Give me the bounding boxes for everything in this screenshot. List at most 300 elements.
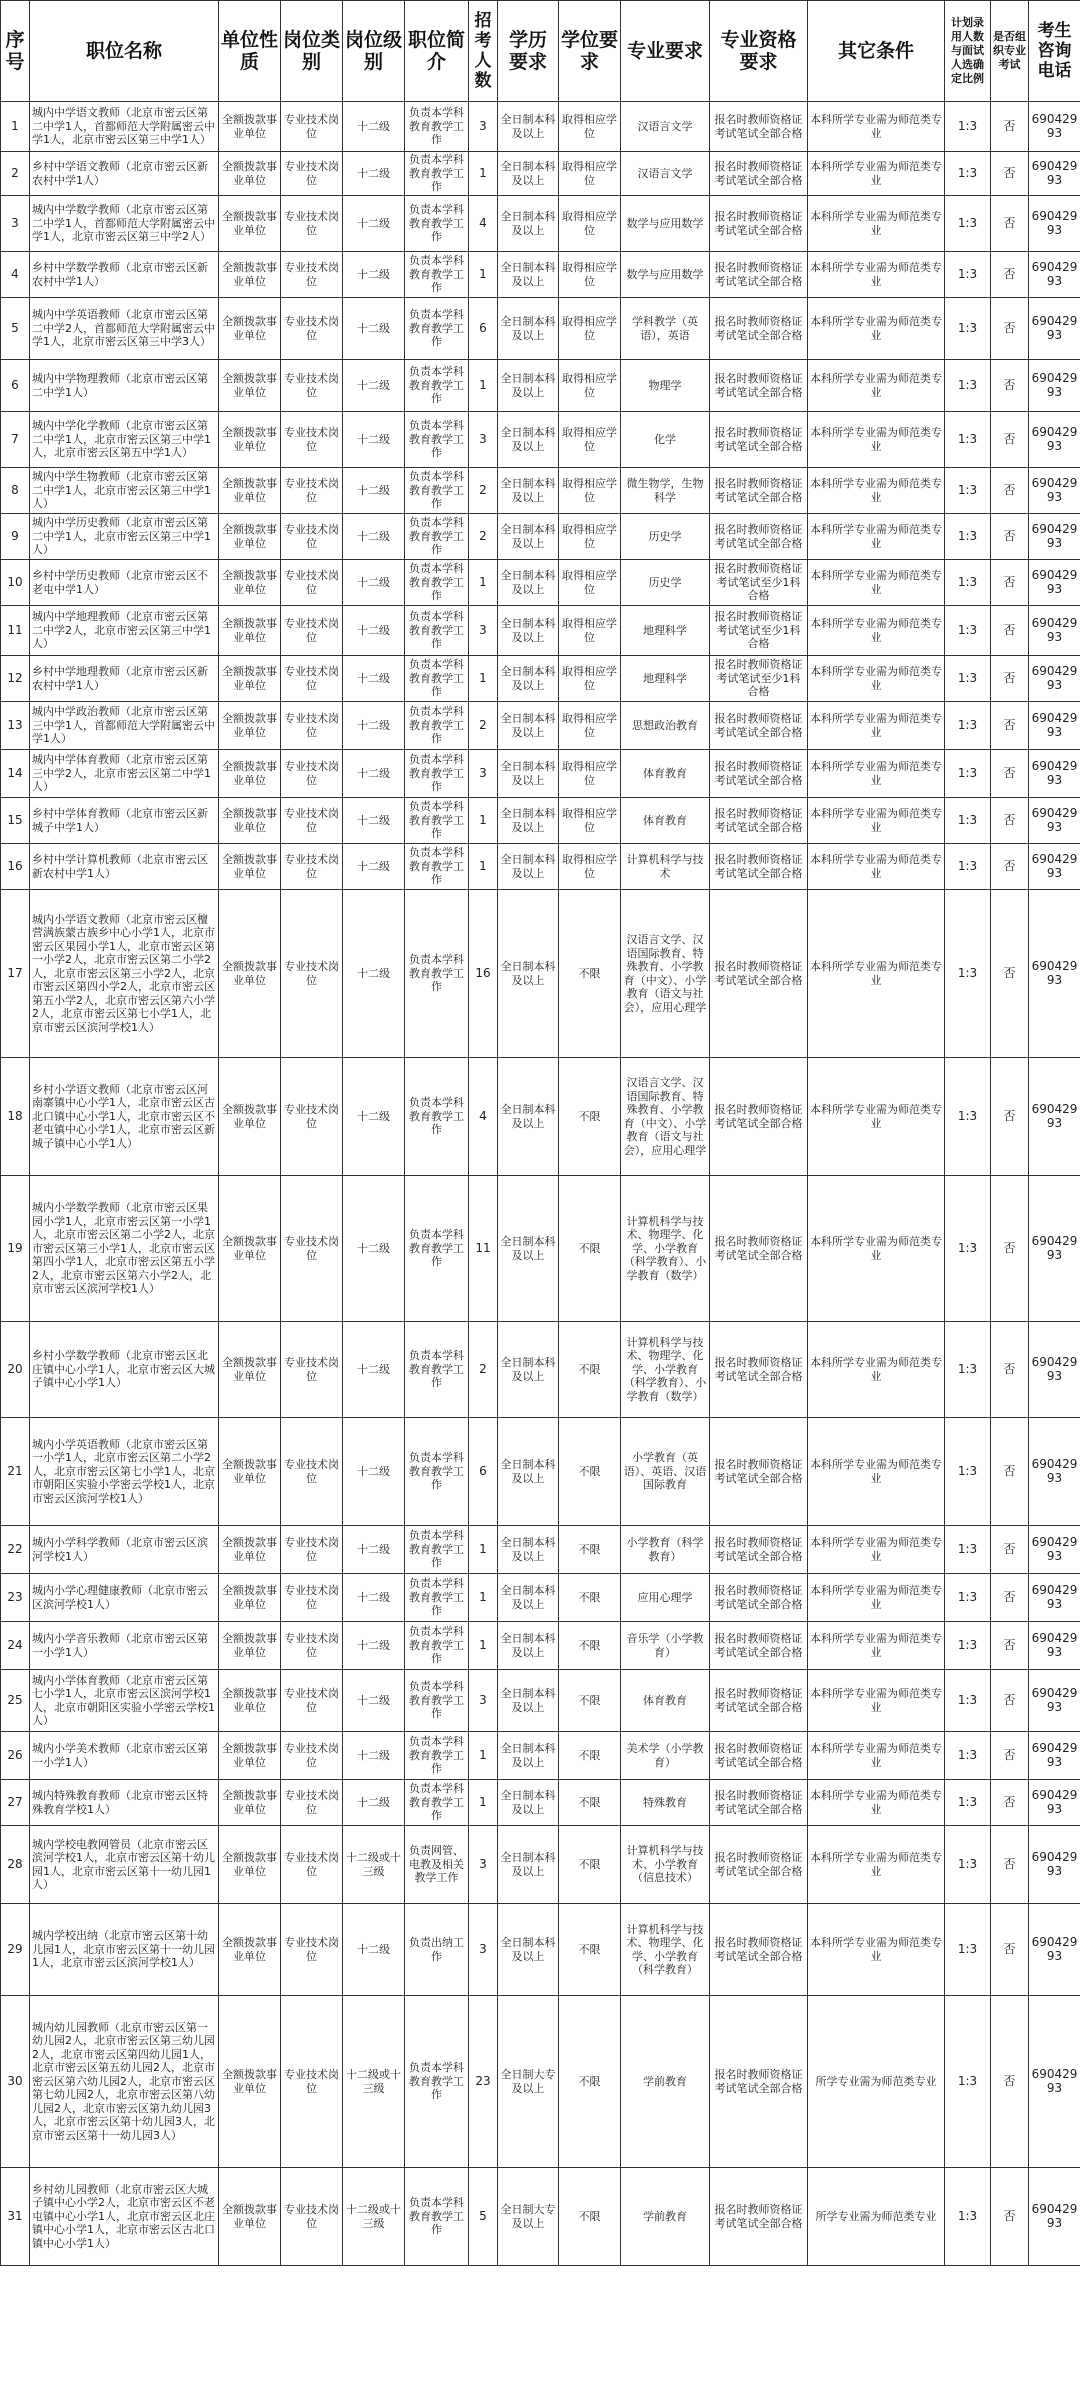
interview-ratio-cell: 1:3: [945, 102, 991, 152]
major-cell: 计算机科学与技术、小学教育（信息技术）: [621, 1826, 710, 1904]
unit-nature-cell: 全额拨款事业单位: [219, 702, 281, 750]
unit-nature-cell: 全额拨款事业单位: [219, 252, 281, 298]
unit-nature-cell: 全额拨款事业单位: [219, 750, 281, 798]
education-cell: 全日制本科及以上: [498, 1058, 559, 1176]
post-level-cell: 十二级或十三级: [343, 1826, 405, 1904]
position-name-cell: 城内中学物理教师（北京市密云区第二中学1人）: [30, 360, 219, 412]
education-cell: 全日制本科及以上: [498, 102, 559, 152]
degree-cell: 取得相应学位: [559, 360, 621, 412]
post-category-cell: 专业技术岗位: [281, 890, 343, 1058]
interview-ratio-cell: 1:3: [945, 1526, 991, 1574]
degree-cell: 取得相应学位: [559, 750, 621, 798]
other-conditions-cell: 本科所学专业需为师范类专业: [808, 750, 945, 798]
qualification-cell: 报名时教师资格证考试笔试全部合格: [710, 102, 808, 152]
position-summary-cell: 负责本学科教育教学工作: [405, 1670, 469, 1732]
degree-cell: 不限: [559, 1526, 621, 1574]
education-cell: 全日制本科及以上: [498, 152, 559, 196]
interview-ratio-cell: 1:3: [945, 1058, 991, 1176]
table-row: [1, 412, 1080, 468]
recruit-count-cell: 1: [469, 1574, 498, 1622]
professional-exam-cell: 否: [991, 560, 1029, 606]
recruit-count-cell: 3: [469, 750, 498, 798]
degree-cell: 取得相应学位: [559, 298, 621, 360]
post-level-cell: 十二级: [343, 702, 405, 750]
position-name-cell: 城内小学英语教师（北京市密云区第一小学1人，北京市密云区第二小学2人，北京市密云区第七小学1人，北京市朝阳区实验小学密云学校1人，北京市密云区滨河学校1人）: [30, 1418, 219, 1526]
post-level-cell: 十二级: [343, 1670, 405, 1732]
table-row: [1, 656, 1080, 702]
recruit-count-cell: 1: [469, 1622, 498, 1670]
recruit-count-cell: 3: [469, 1670, 498, 1732]
post-category-header: 岗位类别: [281, 1, 343, 102]
qualification-cell: 报名时教师资格证考试笔试至少1科合格: [710, 656, 808, 702]
professional-exam-cell: 否: [991, 1622, 1029, 1670]
phone-cell: 69042993: [1029, 1622, 1080, 1670]
position-summary-cell: 负责本学科教育教学工作: [405, 1996, 469, 2168]
recruit-count-cell: 3: [469, 102, 498, 152]
interview-ratio-cell: 1:3: [945, 196, 991, 252]
table-row: [1, 1732, 1080, 1780]
position-name-cell: 乡村小学数学教师（北京市密云区北庄镇中心小学1人，北京市密云区大城子镇中心小学1人）: [30, 1322, 219, 1418]
recruit-count-cell: 1: [469, 1780, 498, 1826]
qualification-cell: 报名时教师资格证考试笔试全部合格: [710, 360, 808, 412]
seq-cell: 17: [1, 890, 30, 1058]
phone-cell: 69042993: [1029, 1780, 1080, 1826]
position-name-cell: 城内中学英语教师（北京市密云区第二中学2人，首都师范大学附属密云中学1人，北京市密云区第三中学3人）: [30, 298, 219, 360]
education-cell: 全日制本科及以上: [498, 844, 559, 890]
position-name-cell: 城内中学政治教师（北京市密云区第三中学1人，首都师范大学附属密云中学1人）: [30, 702, 219, 750]
major-cell: 数学与应用数学: [621, 196, 710, 252]
other-conditions-cell: 本科所学专业需为师范类专业: [808, 606, 945, 656]
major-cell: 化学: [621, 412, 710, 468]
seq-cell: 24: [1, 1622, 30, 1670]
education-cell: 全日制本科及以上: [498, 656, 559, 702]
unit-nature-cell: 全额拨款事业单位: [219, 1780, 281, 1826]
qualification-cell: 报名时教师资格证考试笔试全部合格: [710, 1904, 808, 1996]
phone-cell: 69042993: [1029, 196, 1080, 252]
professional-exam-cell: 否: [991, 844, 1029, 890]
qualification-cell: 报名时教师资格证考试笔试全部合格: [710, 798, 808, 844]
phone-cell: 69042993: [1029, 702, 1080, 750]
interview-ratio-cell: 1:3: [945, 1996, 991, 2168]
position-summary-cell: 负责本学科教育教学工作: [405, 514, 469, 560]
seq-cell: 12: [1, 656, 30, 702]
unit-nature-cell: 全额拨款事业单位: [219, 1322, 281, 1418]
phone-cell: 69042993: [1029, 560, 1080, 606]
major-cell: 地理科学: [621, 656, 710, 702]
table-row: [1, 750, 1080, 798]
major-cell: 数学与应用数学: [621, 252, 710, 298]
phone-cell: 69042993: [1029, 1058, 1080, 1176]
interview-ratio-cell: 1:3: [945, 606, 991, 656]
position-name-cell: 城内幼儿园教师（北京市密云区第一幼儿园2人，北京市密云区第三幼儿园2人，北京市密云区第四幼儿园1人，北京市密云区第五幼儿园2人，北京市密云区第六幼儿园2人，北京市密云区第七幼儿园2人，北京市密云区第八幼儿园2人，北京市密云区第九幼儿园3人，北京市密云区第十幼儿园3人，北京市密云区第十一幼儿园3人）: [30, 1996, 219, 2168]
post-category-cell: 专业技术岗位: [281, 1780, 343, 1826]
seq-cell: 20: [1, 1322, 30, 1418]
education-cell: 全日制本科及以上: [498, 298, 559, 360]
professional-exam-cell: 否: [991, 1176, 1029, 1322]
unit-nature-cell: 全额拨款事业单位: [219, 514, 281, 560]
position-summary-cell: 负责本学科教育教学工作: [405, 890, 469, 1058]
position-name-cell: 城内中学语文教师（北京市密云区第二中学1人，首都师范大学附属密云中学1人，北京市密云区第三中学1人）: [30, 102, 219, 152]
post-level-cell: 十二级: [343, 102, 405, 152]
post-category-cell: 专业技术岗位: [281, 750, 343, 798]
recruit-count-cell: 1: [469, 560, 498, 606]
education-cell: 全日制本科及以上: [498, 1418, 559, 1526]
table-row: [1, 890, 1080, 1058]
post-level-cell: 十二级: [343, 152, 405, 196]
qualification-header: 专业资格要求: [710, 1, 808, 102]
table-row: [1, 844, 1080, 890]
position-summary-cell: 负责本学科教育教学工作: [405, 798, 469, 844]
other-conditions-cell: 本科所学专业需为师范类专业: [808, 514, 945, 560]
recruit-count-cell: 2: [469, 1322, 498, 1418]
other-conditions-cell: 本科所学专业需为师范类专业: [808, 1322, 945, 1418]
post-category-cell: 专业技术岗位: [281, 514, 343, 560]
professional-exam-cell: 否: [991, 102, 1029, 152]
seq-cell: 28: [1, 1826, 30, 1904]
position-summary-cell: 负责本学科教育教学工作: [405, 1622, 469, 1670]
qualification-cell: 报名时教师资格证考试笔试全部合格: [710, 1780, 808, 1826]
post-level-cell: 十二级: [343, 606, 405, 656]
interview-ratio-cell: 1:3: [945, 750, 991, 798]
education-cell: 全日制大专及以上: [498, 1996, 559, 2168]
phone-cell: 69042993: [1029, 152, 1080, 196]
recruit-count-cell: 1: [469, 1732, 498, 1780]
recruit-count-cell: 1: [469, 1526, 498, 1574]
degree-cell: 不限: [559, 1176, 621, 1322]
seq-cell: 11: [1, 606, 30, 656]
interview-ratio-cell: 1:3: [945, 656, 991, 702]
major-cell: 物理学: [621, 360, 710, 412]
major-cell: 小学教育（科学教育）: [621, 1526, 710, 1574]
position-summary-cell: 负责本学科教育教学工作: [405, 606, 469, 656]
phone-cell: 69042993: [1029, 1670, 1080, 1732]
position-summary-cell: 负责出纳工作: [405, 1904, 469, 1996]
qualification-cell: 报名时教师资格证考试笔试全部合格: [710, 252, 808, 298]
position-summary-cell: 负责本学科教育教学工作: [405, 844, 469, 890]
position-name-cell: 乡村小学语文教师（北京市密云区河南寨镇中心小学1人，北京市密云区古北口镇中心小学1人，北京市密云区不老屯镇中心小学1人，北京市密云区新城子镇中心小学1人）: [30, 1058, 219, 1176]
interview-ratio-cell: 1:3: [945, 1670, 991, 1732]
table-row: [1, 1780, 1080, 1826]
post-level-cell: 十二级: [343, 468, 405, 514]
education-cell: 全日制本科及以上: [498, 1176, 559, 1322]
post-category-cell: 专业技术岗位: [281, 1176, 343, 1322]
other-conditions-cell: 所学专业需为师范类专业: [808, 2168, 945, 2266]
major-cell: 体育教育: [621, 798, 710, 844]
recruit-count-cell: 11: [469, 1176, 498, 1322]
professional-exam-cell: 否: [991, 702, 1029, 750]
professional-exam-cell: 否: [991, 2168, 1029, 2266]
seq-cell: 4: [1, 252, 30, 298]
recruit-count-cell: 3: [469, 606, 498, 656]
seq-cell: 2: [1, 152, 30, 196]
table-row: [1, 606, 1080, 656]
education-cell: 全日制本科及以上: [498, 1622, 559, 1670]
unit-nature-cell: 全额拨款事业单位: [219, 844, 281, 890]
post-level-cell: 十二级或十三级: [343, 2168, 405, 2266]
interview-ratio-cell: 1:3: [945, 1780, 991, 1826]
post-category-cell: 专业技术岗位: [281, 1670, 343, 1732]
table-row: [1, 1826, 1080, 1904]
interview-ratio-cell: 1:3: [945, 514, 991, 560]
education-cell: 全日制本科及以上: [498, 1826, 559, 1904]
qualification-cell: 报名时教师资格证考试笔试全部合格: [710, 468, 808, 514]
other-conditions-cell: 本科所学专业需为师范类专业: [808, 1418, 945, 1526]
phone-cell: 69042993: [1029, 1904, 1080, 1996]
unit-nature-cell: 全额拨款事业单位: [219, 152, 281, 196]
education-cell: 全日制本科及以上: [498, 196, 559, 252]
post-category-cell: 专业技术岗位: [281, 298, 343, 360]
recruit-count-cell: 1: [469, 252, 498, 298]
post-category-cell: 专业技术岗位: [281, 606, 343, 656]
unit-nature-cell: 全额拨款事业单位: [219, 890, 281, 1058]
phone-cell: 69042993: [1029, 298, 1080, 360]
degree-cell: 不限: [559, 1780, 621, 1826]
seq-cell: 26: [1, 1732, 30, 1780]
degree-cell: 不限: [559, 1826, 621, 1904]
qualification-cell: 报名时教师资格证考试笔试全部合格: [710, 702, 808, 750]
recruit-count-cell: 4: [469, 196, 498, 252]
professional-exam-cell: 否: [991, 360, 1029, 412]
post-category-cell: 专业技术岗位: [281, 1904, 343, 1996]
phone-cell: 69042993: [1029, 798, 1080, 844]
professional-exam-cell: 否: [991, 1996, 1029, 2168]
table-row: [1, 798, 1080, 844]
post-level-cell: 十二级: [343, 1622, 405, 1670]
post-category-cell: 专业技术岗位: [281, 798, 343, 844]
unit-nature-cell: 全额拨款事业单位: [219, 468, 281, 514]
post-category-cell: 专业技术岗位: [281, 560, 343, 606]
seq-cell: 21: [1, 1418, 30, 1526]
seq-cell: 13: [1, 702, 30, 750]
unit-nature-cell: 全额拨款事业单位: [219, 412, 281, 468]
phone-cell: 69042993: [1029, 1732, 1080, 1780]
phone-cell: 69042993: [1029, 1176, 1080, 1322]
education-cell: 全日制本科及以上: [498, 514, 559, 560]
seq-cell: 30: [1, 1996, 30, 2168]
recruit-count-cell: 1: [469, 798, 498, 844]
degree-cell: 不限: [559, 1622, 621, 1670]
interview-ratio-header: 计划录用人数与面试人选确定比例: [945, 1, 991, 102]
post-category-cell: 专业技术岗位: [281, 252, 343, 298]
qualification-cell: 报名时教师资格证考试笔试全部合格: [710, 1322, 808, 1418]
position-summary-cell: 负责本学科教育教学工作: [405, 1418, 469, 1526]
post-level-cell: 十二级或十三级: [343, 1996, 405, 2168]
major-cell: 计算机科学与技术、物理学、化学、小学教育（科学教育）、小学教育（数学）: [621, 1322, 710, 1418]
post-level-cell: 十二级: [343, 798, 405, 844]
major-cell: 计算机科学与技术: [621, 844, 710, 890]
post-category-cell: 专业技术岗位: [281, 2168, 343, 2266]
phone-cell: 69042993: [1029, 1526, 1080, 1574]
position-name-cell: 城内中学数学教师（北京市密云区第二中学1人，首都师范大学附属密云中学1人，北京市密云区第三中学2人）: [30, 196, 219, 252]
other-conditions-cell: 本科所学专业需为师范类专业: [808, 252, 945, 298]
table-row: [1, 1622, 1080, 1670]
recruit-count-header: 招考人数: [469, 1, 498, 102]
recruit-count-cell: 23: [469, 1996, 498, 2168]
seq-cell: 1: [1, 102, 30, 152]
interview-ratio-cell: 1:3: [945, 1176, 991, 1322]
post-category-cell: 专业技术岗位: [281, 1322, 343, 1418]
seq-cell: 19: [1, 1176, 30, 1322]
education-cell: 全日制本科及以上: [498, 750, 559, 798]
unit-nature-cell: 全额拨款事业单位: [219, 656, 281, 702]
education-cell: 全日制大专及以上: [498, 2168, 559, 2266]
degree-cell: 取得相应学位: [559, 606, 621, 656]
unit-nature-cell: 全额拨款事业单位: [219, 1996, 281, 2168]
recruit-count-cell: 1: [469, 360, 498, 412]
phone-cell: 69042993: [1029, 252, 1080, 298]
unit-nature-cell: 全额拨款事业单位: [219, 606, 281, 656]
seq-cell: 18: [1, 1058, 30, 1176]
seq-cell: 15: [1, 798, 30, 844]
post-level-cell: 十二级: [343, 656, 405, 702]
position-summary-cell: 负责本学科教育教学工作: [405, 360, 469, 412]
major-cell: 体育教育: [621, 1670, 710, 1732]
degree-cell: 不限: [559, 1418, 621, 1526]
other-conditions-header: 其它条件: [808, 1, 945, 102]
position-name-cell: 乡村中学计算机教师（北京市密云区新农村中学1人）: [30, 844, 219, 890]
degree-cell: 不限: [559, 1574, 621, 1622]
unit-nature-cell: 全额拨款事业单位: [219, 1574, 281, 1622]
degree-cell: 不限: [559, 1058, 621, 1176]
unit-nature-cell: 全额拨款事业单位: [219, 1826, 281, 1904]
interview-ratio-cell: 1:3: [945, 2168, 991, 2266]
table-row: [1, 196, 1080, 252]
education-cell: 全日制本科及以上: [498, 798, 559, 844]
position-summary-cell: 负责本学科教育教学工作: [405, 1058, 469, 1176]
major-cell: 历史学: [621, 560, 710, 606]
professional-exam-cell: 否: [991, 798, 1029, 844]
unit-nature-cell: 全额拨款事业单位: [219, 1418, 281, 1526]
post-category-cell: 专业技术岗位: [281, 196, 343, 252]
degree-cell: 不限: [559, 1670, 621, 1732]
qualification-cell: 报名时教师资格证考试笔试全部合格: [710, 2168, 808, 2266]
post-level-header: 岗位级别: [343, 1, 405, 102]
degree-cell: 不限: [559, 890, 621, 1058]
education-cell: 全日制本科及以上: [498, 252, 559, 298]
unit-nature-cell: 全额拨款事业单位: [219, 1904, 281, 1996]
major-cell: 汉语言文学、汉语国际教育、特殊教育、小学教育（中文）、小学教育（语文与社会），应用心理学: [621, 1058, 710, 1176]
interview-ratio-cell: 1:3: [945, 1732, 991, 1780]
post-level-cell: 十二级: [343, 412, 405, 468]
post-category-cell: 专业技术岗位: [281, 360, 343, 412]
post-level-cell: 十二级: [343, 196, 405, 252]
table-row: [1, 1418, 1080, 1526]
seq-cell: 9: [1, 514, 30, 560]
position-name-cell: 城内小学美术教师（北京市密云区第一小学1人）: [30, 1732, 219, 1780]
professional-exam-cell: 否: [991, 152, 1029, 196]
seq-cell: 25: [1, 1670, 30, 1732]
interview-ratio-cell: 1:3: [945, 844, 991, 890]
degree-cell: 取得相应学位: [559, 468, 621, 514]
position-name-header: 职位名称: [30, 1, 219, 102]
post-level-cell: 十二级: [343, 1418, 405, 1526]
post-level-cell: 十二级: [343, 1780, 405, 1826]
table-row: [1, 1904, 1080, 1996]
other-conditions-cell: 本科所学专业需为师范类专业: [808, 1176, 945, 1322]
recruit-count-cell: 3: [469, 1826, 498, 1904]
position-name-cell: 城内小学语文教师（北京市密云区檀营满族蒙古族乡中心小学1人，北京市密云区果园小学1人，北京市密云区第一小学2人，北京市密云区第二小学2人，北京市密云区第三小学2人，北京市密云区第四小学2人，北京市密云区第五小学2人，北京市密云区第六小学2人，北京市密云区第七小学1人，北京市密云区滨河学校1人）: [30, 890, 219, 1058]
interview-ratio-cell: 1:3: [945, 1322, 991, 1418]
interview-ratio-cell: 1:3: [945, 152, 991, 196]
post-level-cell: 十二级: [343, 844, 405, 890]
major-cell: 小学教育（英语）、英语、汉语国际教育: [621, 1418, 710, 1526]
degree-header: 学位要求: [559, 1, 621, 102]
education-cell: 全日制本科及以上: [498, 1574, 559, 1622]
degree-cell: 取得相应学位: [559, 196, 621, 252]
phone-cell: 69042993: [1029, 468, 1080, 514]
post-category-cell: 专业技术岗位: [281, 1732, 343, 1780]
qualification-cell: 报名时教师资格证考试笔试至少1科合格: [710, 606, 808, 656]
position-summary-cell: 负责本学科教育教学工作: [405, 1322, 469, 1418]
professional-exam-cell: 否: [991, 1322, 1029, 1418]
degree-cell: 不限: [559, 1732, 621, 1780]
position-summary-cell: 负责本学科教育教学工作: [405, 102, 469, 152]
degree-cell: 取得相应学位: [559, 152, 621, 196]
post-category-cell: 专业技术岗位: [281, 1826, 343, 1904]
seq-cell: 6: [1, 360, 30, 412]
qualification-cell: 报名时教师资格证考试笔试全部合格: [710, 844, 808, 890]
post-category-cell: 专业技术岗位: [281, 102, 343, 152]
position-summary-cell: 负责本学科教育教学工作: [405, 1732, 469, 1780]
phone-cell: 69042993: [1029, 750, 1080, 798]
major-cell: 学科教学（英语），英语: [621, 298, 710, 360]
recruit-count-cell: 6: [469, 1418, 498, 1526]
post-category-cell: 专业技术岗位: [281, 656, 343, 702]
position-summary-cell: 负责本学科教育教学工作: [405, 298, 469, 360]
degree-cell: 取得相应学位: [559, 252, 621, 298]
table-row: [1, 252, 1080, 298]
position-name-cell: 城内中学化学教师（北京市密云区第二中学1人，北京市密云区第三中学1人，北京市密云区第五中学1人）: [30, 412, 219, 468]
interview-ratio-cell: 1:3: [945, 360, 991, 412]
other-conditions-cell: 本科所学专业需为师范类专业: [808, 1574, 945, 1622]
phone-header: 考生咨询电话: [1029, 1, 1080, 102]
professional-exam-cell: 否: [991, 514, 1029, 560]
table-row: [1, 702, 1080, 750]
recruit-count-cell: 6: [469, 298, 498, 360]
seq-cell: 10: [1, 560, 30, 606]
qualification-cell: 报名时教师资格证考试笔试全部合格: [710, 1526, 808, 1574]
qualification-cell: 报名时教师资格证考试笔试全部合格: [710, 1058, 808, 1176]
position-summary-cell: 负责本学科教育教学工作: [405, 252, 469, 298]
interview-ratio-cell: 1:3: [945, 560, 991, 606]
professional-exam-cell: 否: [991, 1418, 1029, 1526]
professional-exam-cell: 否: [991, 196, 1029, 252]
professional-exam-cell: 否: [991, 298, 1029, 360]
education-header: 学历要求: [498, 1, 559, 102]
recruit-count-cell: 2: [469, 702, 498, 750]
phone-cell: 69042993: [1029, 1418, 1080, 1526]
professional-exam-cell: 否: [991, 1526, 1029, 1574]
other-conditions-cell: 本科所学专业需为师范类专业: [808, 1670, 945, 1732]
professional-exam-cell: 否: [991, 656, 1029, 702]
education-cell: 全日制本科及以上: [498, 468, 559, 514]
position-summary-cell: 负责本学科教育教学工作: [405, 560, 469, 606]
table-row: [1, 298, 1080, 360]
professional-exam-cell: 否: [991, 252, 1029, 298]
phone-cell: 69042993: [1029, 656, 1080, 702]
other-conditions-cell: 本科所学专业需为师范类专业: [808, 1526, 945, 1574]
seq-cell: 22: [1, 1526, 30, 1574]
post-category-cell: 专业技术岗位: [281, 412, 343, 468]
interview-ratio-cell: 1:3: [945, 1904, 991, 1996]
qualification-cell: 报名时教师资格证考试笔试全部合格: [710, 514, 808, 560]
post-level-cell: 十二级: [343, 560, 405, 606]
phone-cell: 69042993: [1029, 360, 1080, 412]
interview-ratio-cell: 1:3: [945, 298, 991, 360]
professional-exam-cell: 否: [991, 1670, 1029, 1732]
seq-cell: 27: [1, 1780, 30, 1826]
degree-cell: 取得相应学位: [559, 102, 621, 152]
